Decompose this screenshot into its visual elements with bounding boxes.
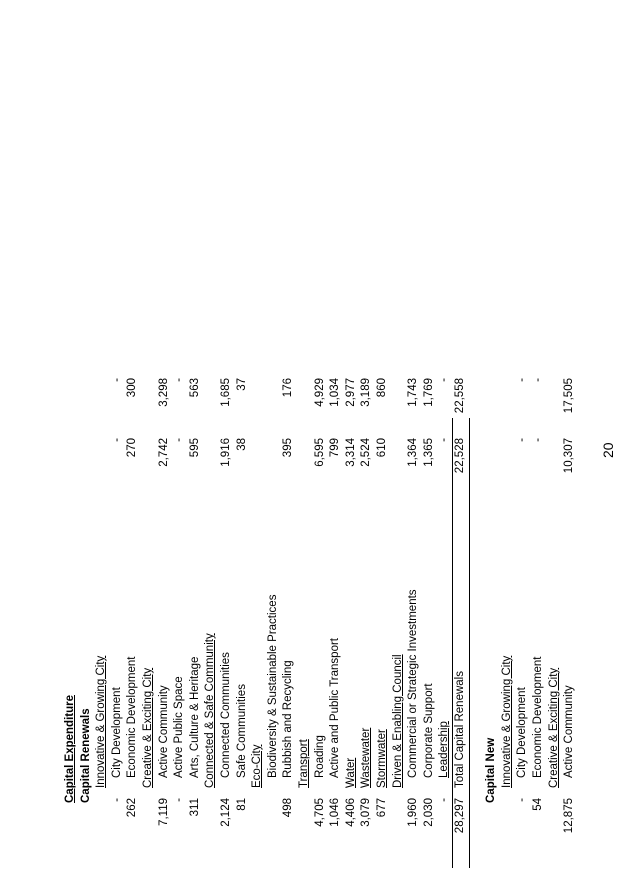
value-col-1: - <box>438 798 451 802</box>
value-col-3: 860 <box>376 378 388 398</box>
total-row <box>452 0 469 888</box>
value-col-1: - <box>516 798 529 802</box>
group-label: Transport <box>298 739 310 788</box>
row-label: City Development <box>110 687 123 778</box>
value-col-3: - <box>173 378 186 382</box>
value-col-1: 81 <box>235 798 248 811</box>
value-col-3: - <box>516 378 529 382</box>
value-col-2: 395 <box>282 438 295 458</box>
value-col-2: 595 <box>188 438 201 458</box>
value-col-1: 2,030 <box>422 798 435 827</box>
row-label: Active Community <box>563 685 576 778</box>
value-col-1: 677 <box>376 798 388 818</box>
value-col-2: 38 <box>235 438 248 451</box>
section-heading-row <box>483 0 500 888</box>
group-row <box>296 0 313 888</box>
row-label: Active Community <box>157 685 170 778</box>
value-col-3: 300 <box>126 378 139 398</box>
value-col-1: - <box>173 798 186 802</box>
row-label: Safe Communities <box>235 684 248 778</box>
group-row <box>546 0 563 888</box>
row-label: Connected Communities <box>220 652 232 778</box>
value-col-2: 1,916 <box>220 438 232 467</box>
table-row <box>109 0 126 888</box>
row-label: Rubbish and Recycling <box>282 660 295 778</box>
value-col-3: 1,034 <box>329 378 342 407</box>
title-row <box>62 0 79 888</box>
row-label: City Development <box>516 687 529 778</box>
value-col-2: 2,742 <box>157 438 170 467</box>
group-label: Innovative & Growing City <box>500 655 513 788</box>
row-label: Leadership <box>438 721 451 778</box>
value-col-2: - <box>438 438 451 442</box>
value-col-1: 28,297 <box>454 798 466 834</box>
section-heading: Capital New <box>485 737 498 803</box>
value-col-1: 2,124 <box>220 798 232 827</box>
value-col-2: - <box>110 438 123 442</box>
group-row <box>202 0 219 888</box>
page-title: Capital Expenditure <box>64 695 76 803</box>
group-label: Connected & Safe Community <box>204 633 217 788</box>
value-col-3: 1,743 <box>407 378 420 407</box>
value-col-3: 1,685 <box>220 378 232 407</box>
row-label: Active Public Space <box>173 676 186 778</box>
row-label: Corporate Support <box>422 683 435 778</box>
value-col-2: 799 <box>329 438 342 458</box>
group-label: Water <box>344 757 357 788</box>
value-col-1: 262 <box>126 798 139 818</box>
value-col-1: 1,960 <box>407 798 420 827</box>
value-col-2: 22,528 <box>454 438 466 474</box>
group-row <box>140 0 157 888</box>
value-col-2: 1,365 <box>422 438 435 467</box>
group-label: Stormwater <box>376 729 388 788</box>
value-col-1: 311 <box>188 798 201 817</box>
value-col-1: 54 <box>532 798 544 811</box>
section-heading: Capital Renewals <box>79 708 92 803</box>
value-col-3: - <box>438 378 451 382</box>
total-label: Total Capital Renewals <box>454 671 466 788</box>
value-col-3: 3,189 <box>360 378 373 407</box>
value-col-2: 2,524 <box>360 438 373 467</box>
table-row <box>156 0 173 888</box>
value-col-1: 12,875 <box>563 798 576 834</box>
value-col-1: 498 <box>282 798 295 818</box>
table-row <box>436 0 453 888</box>
group-row <box>499 0 516 888</box>
table-row <box>265 0 282 888</box>
table-row <box>561 0 578 888</box>
row-label: Roading <box>313 735 326 778</box>
table-row <box>218 0 235 888</box>
group-row <box>358 0 375 888</box>
group-row <box>390 0 407 888</box>
value-col-1: 4,705 <box>313 798 326 827</box>
group-row <box>249 0 266 888</box>
value-col-2: 6,595 <box>313 438 326 467</box>
value-col-2: 10,307 <box>563 438 576 474</box>
value-col-3: 17,505 <box>563 378 576 414</box>
table-row <box>405 0 422 888</box>
row-label: Economic Development <box>126 656 139 778</box>
group-label: Innovative & Growing City <box>95 655 108 788</box>
row-label: Economic Development <box>532 656 544 778</box>
group-label: Wastewater <box>360 727 373 788</box>
value-col-1: 3,079 <box>360 798 373 827</box>
value-col-3: 1,769 <box>422 378 435 407</box>
table-row <box>421 0 438 888</box>
value-col-2: 1,364 <box>407 438 420 467</box>
value-col-3: 2,977 <box>344 378 357 407</box>
value-col-2: 610 <box>376 438 388 458</box>
group-row <box>374 0 391 888</box>
table-row <box>327 0 344 888</box>
row-label: Arts, Culture & Heritage <box>188 656 201 778</box>
table-row <box>312 0 329 888</box>
value-col-2: 3,314 <box>344 438 357 467</box>
group-label: Creative & Exciting City <box>547 667 560 788</box>
value-col-2: - <box>173 438 186 442</box>
value-col-1: 4,406 <box>344 798 357 827</box>
table-row <box>514 0 531 888</box>
value-col-3: - <box>110 378 123 382</box>
value-col-3: 176 <box>282 378 295 398</box>
table-row <box>124 0 141 888</box>
group-label: Creative & Exciting City <box>142 667 154 788</box>
value-col-3: 4,929 <box>313 378 326 407</box>
value-col-3: 563 <box>188 378 201 398</box>
value-col-3: 37 <box>235 378 248 391</box>
value-col-2: - <box>532 438 544 442</box>
value-col-3: 3,298 <box>157 378 170 407</box>
page-number: 20 <box>600 442 616 458</box>
value-col-3: - <box>532 378 544 382</box>
row-label: Active and Public Transport <box>329 638 342 778</box>
value-col-3: 22,558 <box>454 378 466 414</box>
value-col-2: 270 <box>126 438 139 458</box>
value-col-2: - <box>516 438 529 442</box>
value-col-1: 1,046 <box>329 798 342 827</box>
group-row <box>343 0 360 888</box>
table-row <box>171 0 188 888</box>
table-row <box>234 0 251 888</box>
group-label: Driven & Enabling Council <box>391 654 404 788</box>
table-row <box>280 0 297 888</box>
section-heading-row <box>78 0 95 888</box>
total-bottom-rule <box>469 418 470 868</box>
group-label: Eco-City <box>251 744 264 788</box>
table-row <box>530 0 547 888</box>
value-col-1: 7,119 <box>157 798 170 826</box>
row-label: Biodiversity & Sustainable Practices <box>266 594 279 778</box>
row-label: Commercial or Strategic Investments <box>407 589 420 778</box>
table-row <box>187 0 204 888</box>
group-row <box>93 0 110 888</box>
value-col-1: - <box>110 798 123 802</box>
